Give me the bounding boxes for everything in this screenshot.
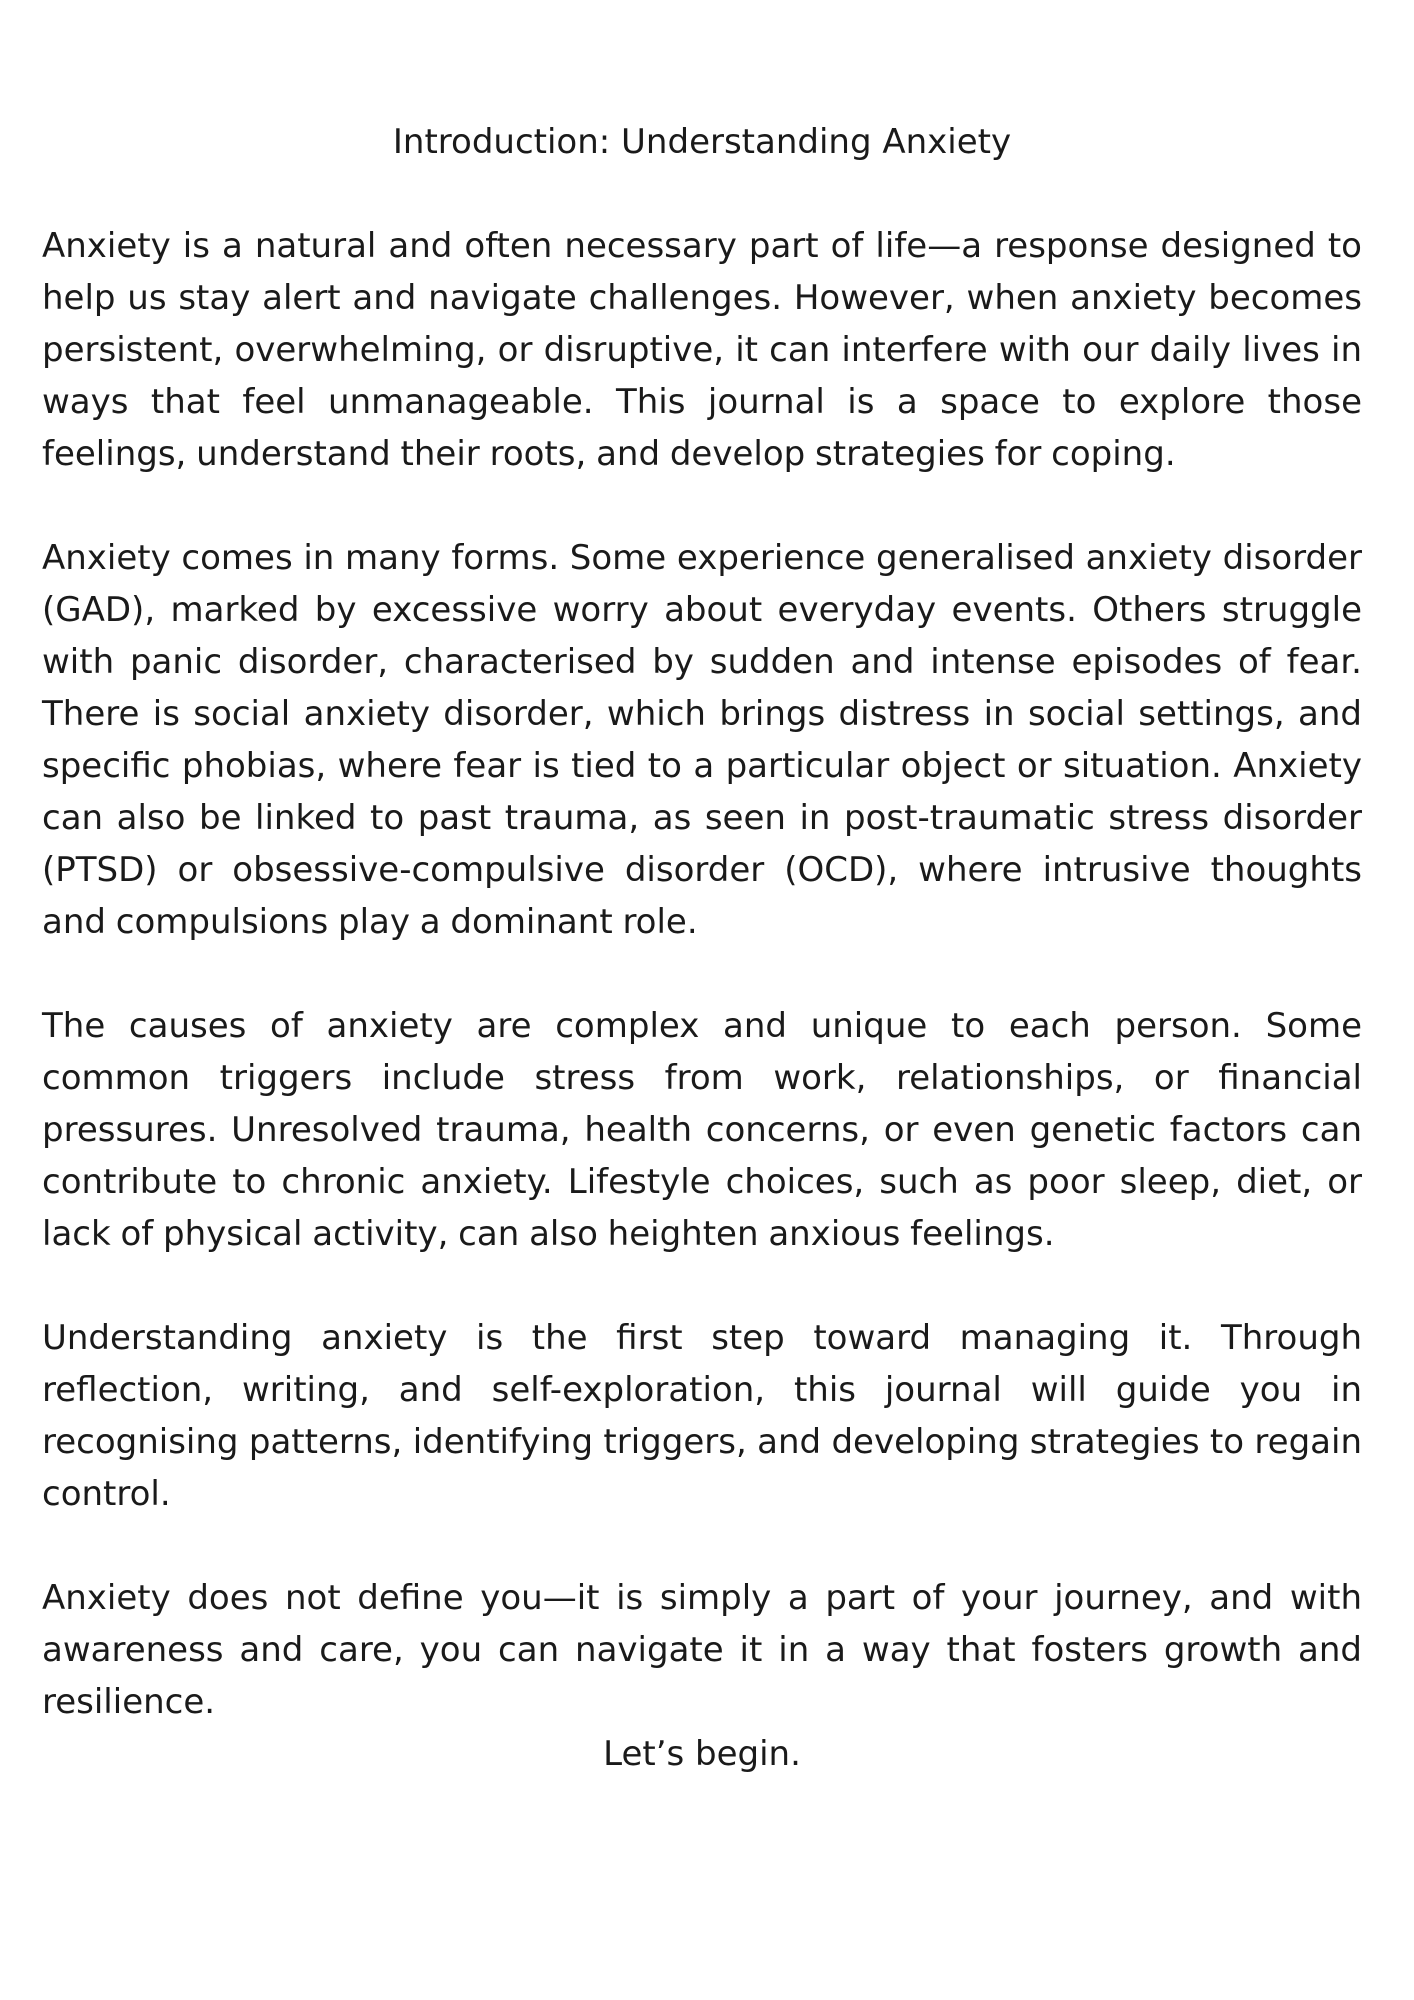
page-title: Introduction: Understanding Anxiety bbox=[392, 122, 1012, 162]
paragraph-forms: Anxiety comes in many forms. Some experience generalised anxiety disorder (GAD), marked by excessive worry about everyday events. Others struggle with panic disorder, characterised by sudden and intense episodes of fear. There is social anxiety disorder, which brings distress in social settings, and specific phobias, where fear is tied to a particular object or situation. Anxiety can also be linked to past trauma, as seen in post-traumatic stress disorder (PTSD) or obsessive-compulsive disorder (OCD), where intrusive thoughts and compulsions play a dominant role. bbox=[42, 538, 1362, 942]
paragraph-causes: The causes of anxiety are complex and unique to each person. Some common triggers include stress from work, relationships, or financial pressures. Unresolved trauma, health concerns, or even genetic factors can contribute to chronic anxiety. Lifestyle choices, such as poor sleep, diet, or lack of physical activity, can also heighten anxious feelings. bbox=[42, 1006, 1362, 1254]
paragraph-understanding: Understanding anxiety is the first step toward managing it. Through reflection, writing, and self-exploration, this journal will guide you in recognising patterns, identifying triggers, and developing strategies to regain control. bbox=[42, 1318, 1362, 1514]
closing-line: Let’s begin. bbox=[603, 1734, 801, 1774]
paragraph-closing-thought: Anxiety does not define you—it is simply a part of your journey, and with awareness and care, you can navigate it in a way that fosters growth and resilience. bbox=[42, 1578, 1362, 1722]
page-content bbox=[42, 116, 1362, 1780]
paragraph-intro: Anxiety is a natural and often necessary part of life—a response designed to help us stay alert and navigate challenges. However, when anxiety becomes persistent, overwhelming, or disruptive, it can interfere with our daily lives in ways that feel unmanageable. This journal is a space to explore those feelings, understand their roots, and develop strategies for coping. bbox=[42, 226, 1362, 474]
